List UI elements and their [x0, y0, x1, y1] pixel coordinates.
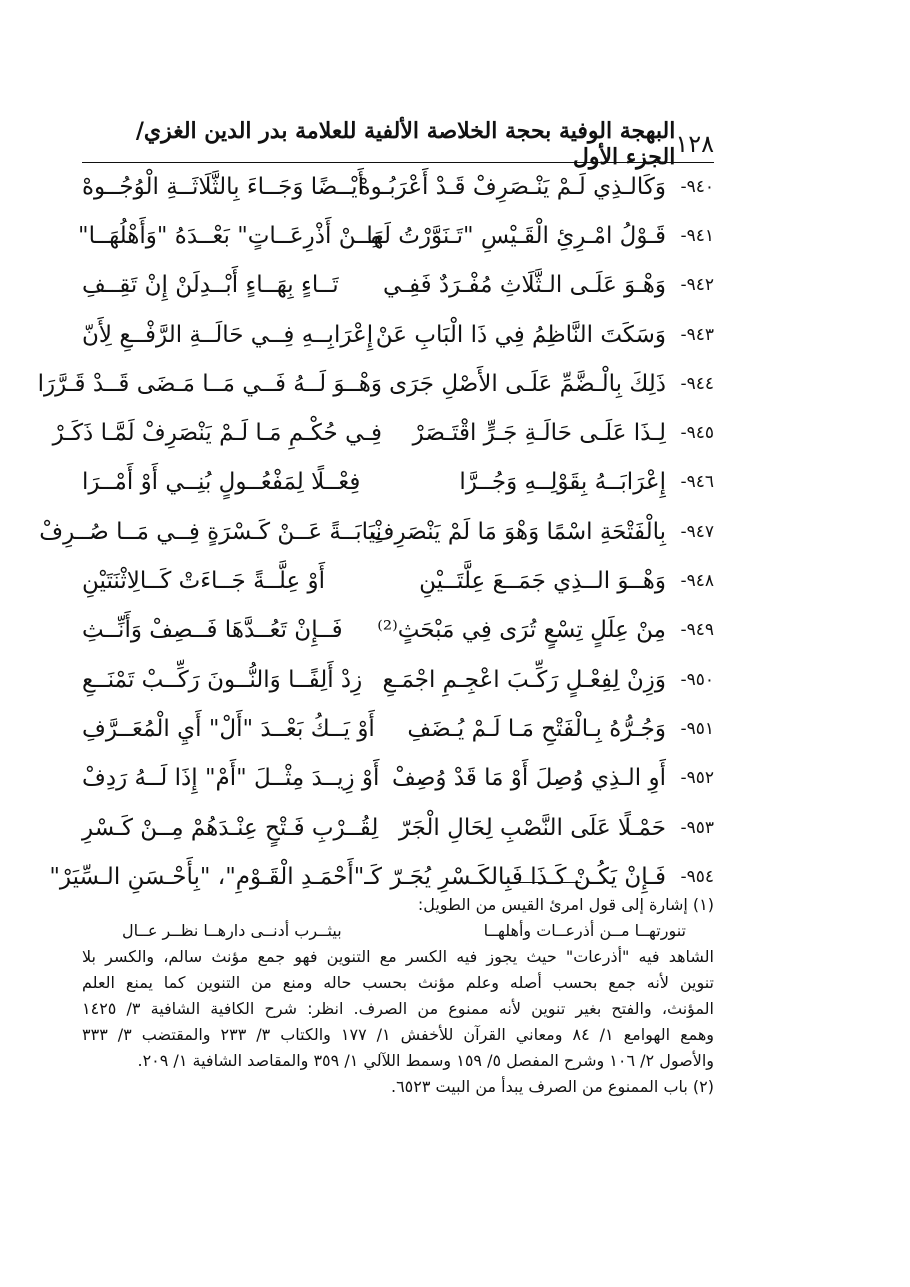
- verse-number: ٩٤٦-: [680, 472, 714, 493]
- verse-number: ٩٥٤-: [680, 866, 714, 887]
- verse-first-hemistich: ذَلِكَ بِالْـضَّمِّ عَلَـى الأَصْلِ جَرَى: [389, 370, 666, 397]
- footnote-1-text: تنوين لأنه جمع بحسب أصله وعلم مؤنث بحسب حاله ومنع من التنوين كما يمنع العلم: [82, 973, 714, 992]
- footnotes: [82, 892, 714, 1100]
- verse-number: ٩٤٥-: [680, 423, 714, 444]
- verse-number: ٩٤٧-: [680, 521, 714, 542]
- verse-first-hemistich: فَـإِنْ يَكُـنْ كَـذَا فَبِالكَـسْرِ يُجَـرّ: [390, 863, 666, 890]
- verse-first-hemistich: لِـذَا عَلَـى حَالَـةِ جَـرٍّ اقْتَـصَرْ: [412, 420, 666, 447]
- verse-second-hemistich: نِيَابَــةً عَــنْ كَـسْرَةٍ فِــي مَــا صُــرِفْ: [39, 518, 382, 545]
- verse-second-hemistich: زِدْ أَلِفًــا وَالنُّــونَ رَكِّــبْ تَمْنَــعِ: [82, 666, 363, 693]
- verse-first-hemistich: وَجُـرُّهُ بِـالْفَتْحِ مَـا لَـمْ يُـضَفِ: [407, 715, 666, 742]
- verse-number: ٩٤٢-: [680, 275, 714, 296]
- verse-first-hemistich: بِالْفَتْحَةِ اسْمًا وَهْوَ مَا لَمْ يَنْصَرِفْ: [370, 518, 666, 545]
- footnote-1-text: وهمع الهوامع ١/ ٨٤ ومعاني القرآن للأخفش ١/ ١٧٧ والكتاب ٣/ ٢٣٣ والمقتضب ٣/ ٣٣٣: [82, 1025, 715, 1044]
- verse-number: ٩٥٣-: [680, 817, 714, 838]
- verse-number: ٩٤٠-: [680, 176, 714, 197]
- verse-line: [82, 458, 714, 507]
- verse-first-hemistich: وَهْــوَ الــذِي جَمَــعَ عِلَّتَــيْنِ: [419, 568, 666, 595]
- verse-line: [82, 261, 714, 310]
- verse-number: ٩٤٨-: [680, 571, 714, 592]
- verse-line: [82, 556, 714, 605]
- verse-number: ٩٤١-: [680, 225, 714, 246]
- verse-line: [82, 606, 714, 655]
- footnote-1-intro: (١) إشارة إلى قول امرئ القيس من الطويل:: [417, 895, 714, 914]
- running-header: [82, 118, 714, 170]
- verse-first-hemistich: وَهْـوَ عَلَـى الـثَّلَاثِ مُفْـرَدٌ فَفِـي: [383, 272, 666, 299]
- verse-list: [37, 162, 714, 901]
- verse-line: [82, 754, 714, 803]
- verse-first-hemistich: قَـوْلُ امْـرِئِ الْقَـيْسِ "تَـنَوَّرْتُ لَهَا: [366, 222, 666, 249]
- verse-number: ٩٤٣-: [680, 324, 714, 345]
- running-title: البهجة الوفية بحجة الخلاصة الألفية للعلامة بدر الدين الغزي/ الجزء الأول: [135, 118, 676, 170]
- footnote-divider: [519, 882, 581, 883]
- verse-second-hemistich: فِـي حُكْـمِ مَـا لَـمْ يَنْصَرِفْ لَمَّـا ذَكَـرْ: [52, 420, 382, 447]
- verse-second-hemistich: فَــإِنْ تَعُــدَّهَا فَــصِفْ وَأَنِّــثِ: [82, 617, 343, 644]
- verse-second-hemistich: وَهْــوَ لَــهُ فَــي مَــا مَـضَى قَــدْ قَـرَّرَا: [37, 370, 382, 397]
- verse-line: [82, 704, 714, 753]
- footnote-1-text: والأصول ٢/ ١٠٦ وشرح المفصل ٥/ ١٥٩ وسمط اللآلي ١/ ٣٥٩ والمقاصد الشافية ١/ ٢٠٩.: [137, 1051, 714, 1070]
- footnote-1-text: الشاهد فيه "أذرعات" حيث يجوز فيه الكسر مع التنوين فهو جمع مؤنث سالم، والكسر بلا: [82, 947, 714, 966]
- verse-second-hemistich: مِــنْ أَذْرِعَــاتٍ" بَعْــدَهُ "وَأَهْلُهَــا": [78, 222, 382, 249]
- verse-second-hemistich: أَوْ زِيــدَ مِثْــلَ "أَمْ" إِذَا لَــهُ رَدِفْ: [82, 765, 380, 792]
- footnote-1-text: المؤنث، والفتح بغير تنوين لأنه ممنوع من الصرف. انظر: شرح الكافية الشافية ٣/ ١٤٢٥: [82, 999, 714, 1018]
- verse-line: [39, 507, 714, 556]
- verse-first-hemistich: حَمْـلًا عَلَى النَّصْبِ لِحَالِ الْجَرّ: [398, 814, 666, 841]
- verse-line: [82, 655, 714, 704]
- verse-first-hemistich: وَزِنْ لِفِعْـلٍ رَكِّـبَ اعْجِـمِ اجْمَـعِ: [382, 666, 666, 693]
- page-number: ١٢٨: [675, 130, 714, 158]
- verse-second-hemistich: أَوْ عِلَّــةً جَــاءَتْ كَــالِاثْنَتَيْنِ: [82, 568, 326, 595]
- verse-second-hemistich: أَيْــضًا وَجَــاءَ بِالثَّلَاثَــةِ الْوُجُــوهْ: [82, 173, 364, 200]
- verse-first-hemistich: وَكَالـذِي لَـمْ يَنْـصَرِفْ قَـدْ أَعْرَبُـوهْ: [358, 173, 666, 200]
- verse-first-hemistich: مِنْ عِلَلٍ تِسْعٍ تُرَى فِي مَبْحَثٍ⁽²⁾: [377, 617, 666, 644]
- verse-number: ٩٥٢-: [680, 768, 714, 789]
- footnote-2: (٢) باب الممنوع من الصرف يبدأ من البيت ٦٥٢٣.: [390, 1077, 714, 1096]
- verse-second-hemistich: تَــاءٍ بِهَــاءٍ أَبْــدِلَنْ إِنْ تَقِــفِ: [82, 272, 339, 299]
- footnote-1-poem: [82, 918, 714, 944]
- verse-number: ٩٥١-: [680, 718, 714, 739]
- verse-line: [82, 310, 714, 359]
- verse-first-hemistich: أَوِ الـذِي وُصِلَ أَوْ مَا قَدْ وُصِفْ: [392, 765, 666, 792]
- verse-first-hemistich: إِعْرَابَــهُ بِقَوْلِــهِ وَجُــرَّا: [459, 469, 666, 496]
- verse-line: [37, 359, 714, 408]
- verse-number: ٩٤٤-: [680, 373, 714, 394]
- verse-first-hemistich: وَسَكَتَ النَّاظِمُ فِي ذَا الْبَابِ عَنْ: [375, 321, 666, 348]
- verse-second-hemistich: فِعْــلًا لِمَفْعُــولٍ بُنِــي أَوْ أَمْــرَا: [82, 469, 361, 496]
- verse-number: ٩٥٠-: [680, 669, 714, 690]
- verse-line: [82, 803, 714, 852]
- verse-line: [82, 162, 714, 211]
- verse-second-hemistich: أَوْ يَــكُ بَعْــدَ "أَلْ" أَيِ الْمُعَــرَّفِ: [82, 715, 375, 742]
- verse-line: [52, 408, 714, 457]
- poem-first-hemistich: تنورتهــا مــن أذرعــات وأهلهــا: [483, 921, 686, 940]
- verse-second-hemistich: لِقُــرْبِ فَـتْحٍ عِنْـدَهُمْ مِــنْ كَـسْرِ: [82, 814, 379, 841]
- verse-second-hemistich: كَـ"أَحْمَـدِ الْقَـوْمِ"، "بِأَحْـسَنِ الـسِّيَرْ": [49, 863, 382, 890]
- verse-number: ٩٤٩-: [680, 620, 714, 641]
- verse-line: [78, 211, 714, 260]
- verse-second-hemistich: إِعْرَابِــهِ فِــي حَالَــةِ الرَّفْــعِ لِأَنّ: [82, 321, 374, 348]
- poem-second-hemistich: بيثــرب أدنــى دارهــا نظــر عــال: [122, 921, 342, 940]
